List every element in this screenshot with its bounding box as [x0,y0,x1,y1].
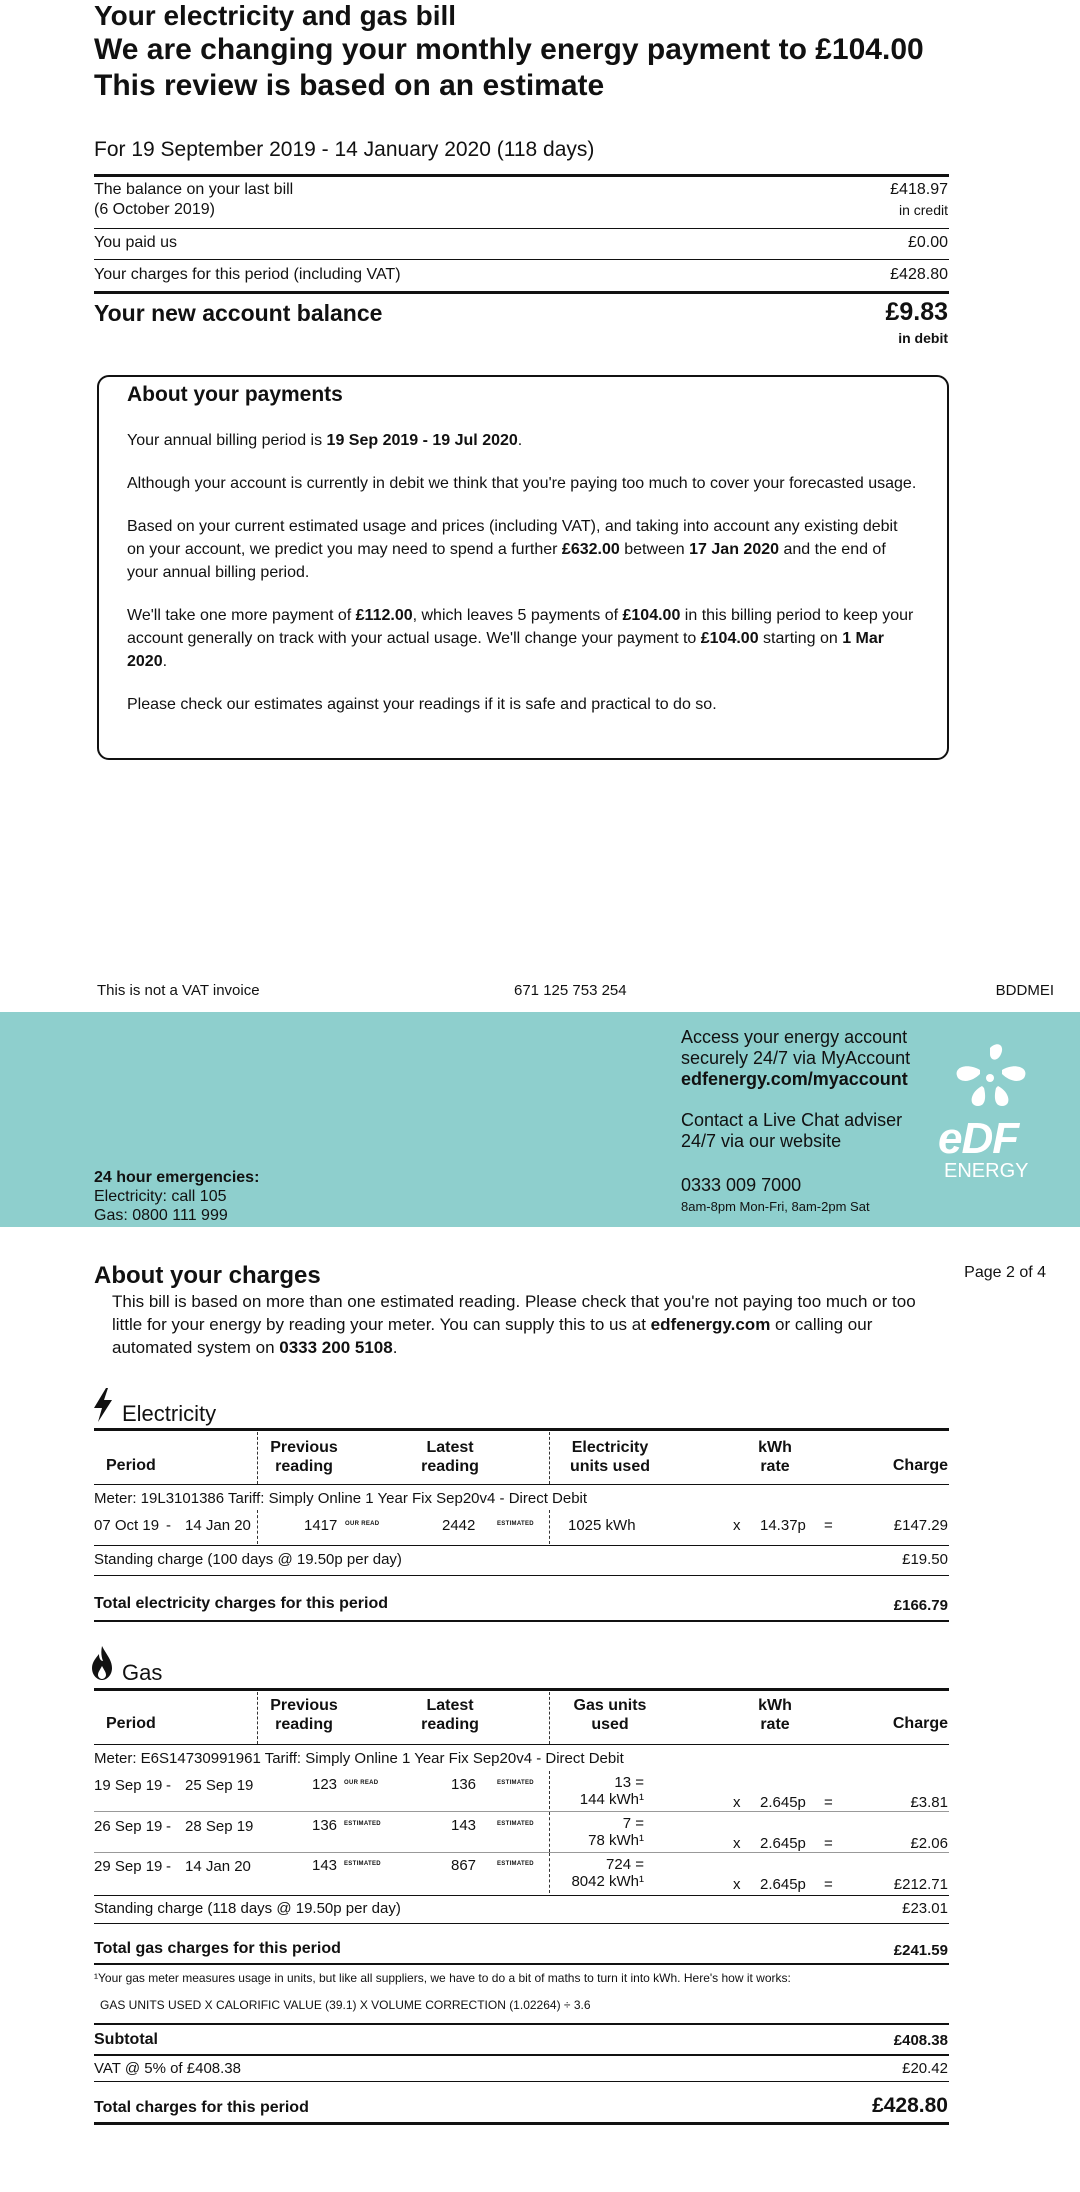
payments-p1 [127,429,919,452]
text: used [591,1716,629,1733]
text: reading [275,1458,333,1475]
row-eq: = [824,1835,833,1852]
col-previous [264,1696,344,1734]
phone-number: 0333 009 7000 [681,1175,802,1195]
col-units [555,1438,665,1476]
row-latest: 2442 [442,1517,476,1534]
row-previous-tag: ESTIMATED [344,1861,381,1867]
row-to: 14 Jan 20 [185,1858,251,1875]
row-from: 19 Sep 19 [94,1777,163,1794]
opening-hours: 8am-8pm Mon-Fri, 8am-2pm Sat [681,1199,870,1214]
website: edfenergy.com [650,1315,771,1334]
payments-box [97,375,949,760]
myaccount-link[interactable]: edfenergy.com/myaccount [681,1069,908,1089]
subtotal-amount: £408.38 [893,2032,948,2049]
row-latest: 143 [451,1817,477,1834]
divider [94,1688,949,1691]
text: Previous [270,1697,338,1714]
row-from: 07 Oct 19 [94,1517,160,1534]
text: Your annual billing period is [127,432,327,449]
row-dash: - [166,1517,171,1534]
divider [94,2023,949,2025]
new-balance-label: Your new account balance [94,300,383,326]
billing-period: For 19 September 2019 - 14 January 2020 (118 days) [94,138,595,161]
payments-p5: Please check our estimates against your readings if it is safe and practical to do so. [127,696,717,713]
divider [94,1428,949,1431]
text: Latest [426,1439,474,1456]
divider [94,1895,949,1896]
edf-logo-text: eDF [938,1114,1019,1163]
row-charge: £212.71 [893,1876,948,1893]
text: and the end of your annual billing period. [127,541,886,581]
row-charge: £147.29 [893,1517,948,1534]
col-latest [410,1438,490,1476]
column-separator [549,1432,550,1484]
row-latest-tag: ESTIMATED [497,1521,534,1527]
column-separator [549,1510,550,1544]
total-charges-amount: £428.80 [872,2094,948,2117]
row-rate: 2.645p [760,1876,806,1893]
total-gas-amount: £241.59 [893,1942,948,1959]
standing-amount: £19.50 [902,1551,948,1568]
divider [94,1545,949,1546]
billing-range: 19 Sep 2019 - 19 Jul 2020 [326,432,518,449]
column-separator [549,1771,550,1809]
row-units [560,1774,644,1808]
chat-line: 24/7 via our website [681,1131,842,1151]
text: rate [760,1458,790,1475]
payment-change-heading [94,32,924,104]
payment-change-line: We are changing your monthly energy payment to £104.00 [94,33,924,66]
meter-line: Meter: E6S14730991961 Tariff: Simply Online 1 Year Fix Sep20v4 - Direct Debit [94,1750,624,1767]
text: . [162,653,168,670]
row-previous-tag: ESTIMATED [344,1821,381,1827]
col-charge: Charge [892,1457,948,1474]
edf-logo-sub: ENERGY [944,1160,1029,1182]
row-latest-tag: ESTIMATED [497,1780,534,1786]
row-units: 1025 kWh [568,1517,636,1534]
text: reading [275,1716,333,1733]
divider [94,2122,949,2125]
row-from: 29 Sep 19 [94,1858,163,1875]
divider [94,259,949,260]
contact-band [0,1012,1080,1227]
date: 1 Mar 2020 [127,630,884,670]
last-bill-text: The balance on your last bill [94,181,294,198]
flame-icon [92,1646,112,1680]
row-eq: = [824,1794,833,1811]
row-previous: 1417 [304,1517,338,1534]
text: Latest [426,1697,474,1714]
subtotal-label: Subtotal [94,2031,158,2048]
row-charge: £2.06 [910,1835,948,1852]
row-previous: 123 [312,1776,338,1793]
text: or calling our automated system on [112,1315,873,1357]
row-to: 14 Jan 20 [185,1517,251,1534]
divider [94,1963,949,1965]
row-units [560,1856,644,1890]
paid-label: You paid us [94,234,178,251]
amount: £112.00 [355,607,413,624]
new-balance-status: in debit [898,330,948,346]
access-line: Access your energy account [681,1027,908,1047]
charges-label: Your charges for this period (including VAT) [94,266,401,283]
row-units [560,1815,644,1849]
divider [94,1484,949,1485]
text: Gas units [573,1697,647,1714]
text: units used [569,1458,650,1475]
text: rate [760,1716,790,1733]
text: Based on your current estimated usage and prices (including VAT), and taking into account any existing debit on your account, we predict you may need to spend a further [127,518,898,558]
text: Electricity [571,1439,649,1456]
row-dash: - [166,1818,171,1835]
divider [94,291,949,294]
text: . [392,1338,398,1357]
total-electricity-label: Total electricity charges for this period [94,1595,388,1612]
page-number: Page 2 of 4 [964,1264,1046,1281]
divider [94,1744,949,1745]
text: between [619,541,690,558]
col-units [555,1696,665,1734]
row-x: x [733,1794,741,1811]
new-balance-amount: £9.83 [885,298,948,326]
row-from: 26 Sep 19 [94,1818,163,1835]
row-eq: = [824,1517,833,1534]
divider [94,174,949,177]
text: This bill is based on more than one estimated reading. Please check that you're not paying too much or too little for your energy by reading your meter. You can supply this to us at [112,1292,916,1334]
row-previous-tag: OUR READ [345,1521,380,1527]
paid-amount: £0.00 [907,234,948,251]
column-separator [549,1812,550,1852]
row-dash: - [166,1858,171,1875]
row-latest-tag: ESTIMATED [497,1861,534,1867]
units-kwh: 8042 kWh¹ [571,1873,644,1890]
row-rate: 2.645p [760,1835,806,1852]
text: starting on [758,630,843,647]
row-to: 28 Sep 19 [185,1818,254,1835]
col-rate [740,1438,810,1476]
review-line: This review is based on an estimate [94,69,605,102]
access-line: securely 24/7 via MyAccount [681,1048,911,1068]
column-separator [257,1510,258,1544]
charges-amount: £428.80 [890,266,948,283]
row-eq: = [824,1876,833,1893]
col-previous [264,1438,344,1476]
text: kWh [758,1439,792,1456]
units-kwh: 144 kWh¹ [579,1791,644,1808]
row-latest: 867 [451,1857,477,1874]
divider [94,2054,949,2056]
last-bill-label [94,180,293,220]
total-electricity-amount: £166.79 [893,1597,948,1614]
meter-line: Meter: 19L3101386 Tariff: Simply Online 1 Year Fix Sep20v4 - Direct Debit [94,1490,588,1507]
text: reading [421,1716,479,1733]
footnote: ¹Your gas meter measures usage in units, but like all suppliers, we have to do a bit of maths to turn it into kWh. Here's how it works: [94,1971,791,1985]
col-period: Period [106,1715,156,1732]
units-count: 7 = [622,1815,644,1832]
standing-label: Standing charge (118 days @ 19.50p per day) [94,1900,401,1917]
text: . [517,432,523,449]
units-count: 724 = [606,1856,644,1873]
standing-label: Standing charge (100 days @ 19.50p per day) [94,1551,402,1568]
chat-line: Contact a Live Chat adviser [681,1110,903,1130]
live-chat-block [681,1110,902,1152]
divider [94,2081,949,2082]
charges-intro [112,1290,942,1359]
col-charge: Charge [892,1715,948,1732]
row-charge: £3.81 [910,1794,948,1811]
column-separator [257,1432,258,1484]
divider [94,1575,949,1576]
row-rate: 2.645p [760,1794,806,1811]
divider [94,1852,949,1853]
account-number: 671 125 753 254 [514,982,627,999]
text: kWh [758,1697,792,1714]
units-count: 13 = [614,1774,644,1791]
row-previous: 143 [312,1857,338,1874]
col-period: Period [106,1457,156,1474]
vat-label: VAT @ 5% of £408.38 [94,2060,241,2077]
last-bill-amount-block [890,180,948,220]
row-latest-tag: ESTIMATED [497,1821,534,1827]
payments-p2: Although your account is currently in debit we think that you're paying too much to cover your forecasted usage. [127,475,917,492]
row-to: 25 Sep 19 [185,1777,254,1794]
amount: £104.00 [700,630,759,647]
amount: £632.00 [561,541,620,558]
row-x: x [733,1876,741,1893]
last-bill-amount: £418.97 [890,181,948,198]
emergency-gas: Gas: 0800 111 999 [94,1207,228,1224]
emergency-title: 24 hour emergencies: [94,1169,260,1186]
text: We'll take one more payment of [127,607,356,624]
phone: 0333 200 5108 [279,1338,393,1357]
electricity-title: Electricity [122,1401,217,1426]
text: reading [421,1458,479,1475]
text: in this billing period to keep your account generally on track with your actual usage. We'll change your payment to [127,607,914,647]
text: Previous [270,1439,338,1456]
amount: £104.00 [622,607,681,624]
bill-title: Your electricity and gas bill [94,0,457,31]
footer-code: BDDMEI [995,982,1054,999]
text: , which leaves 5 payments of [412,607,623,624]
date: 17 Jan 2020 [689,541,780,558]
phone-block [681,1175,870,1217]
row-x: x [733,1517,741,1534]
charges-title: About your charges [94,1262,321,1289]
gas-title: Gas [122,1660,163,1685]
column-separator [549,1853,550,1893]
col-rate [740,1696,810,1734]
units-kwh: 78 kWh¹ [588,1832,644,1849]
row-rate: 14.37p [760,1517,806,1534]
col-latest [410,1696,490,1734]
payments-p4 [127,604,919,673]
row-x: x [733,1835,741,1852]
emergency-electricity: Electricity: call 105 [94,1188,227,1205]
last-bill-date: (6 October 2019) [94,201,215,218]
payments-box-title: About your payments [127,383,343,406]
vat-note: This is not a VAT invoice [97,982,260,999]
column-separator [549,1692,550,1744]
lightning-icon [92,1388,114,1422]
total-charges-label: Total charges for this period [94,2099,309,2116]
divider [94,1811,949,1812]
divider [94,1923,949,1924]
emergency-block [94,1168,259,1225]
conversion-formula: GAS UNITS USED X CALORIFIC VALUE (39.1) X VOLUME CORRECTION (1.02264) ÷ 3.6 [100,1998,591,2012]
total-gas-label: Total gas charges for this period [94,1940,341,1957]
row-previous-tag: OUR READ [344,1780,379,1786]
column-separator [257,1692,258,1744]
account-access-block [681,1027,910,1090]
last-bill-status: in credit [898,202,948,218]
divider [94,1620,949,1622]
payments-p3 [127,515,919,584]
row-dash: - [166,1777,171,1794]
row-latest: 136 [451,1776,477,1793]
divider [94,228,949,229]
vat-amount: £20.42 [902,2060,948,2077]
standing-amount: £23.01 [902,1900,948,1917]
row-previous: 136 [312,1817,338,1834]
